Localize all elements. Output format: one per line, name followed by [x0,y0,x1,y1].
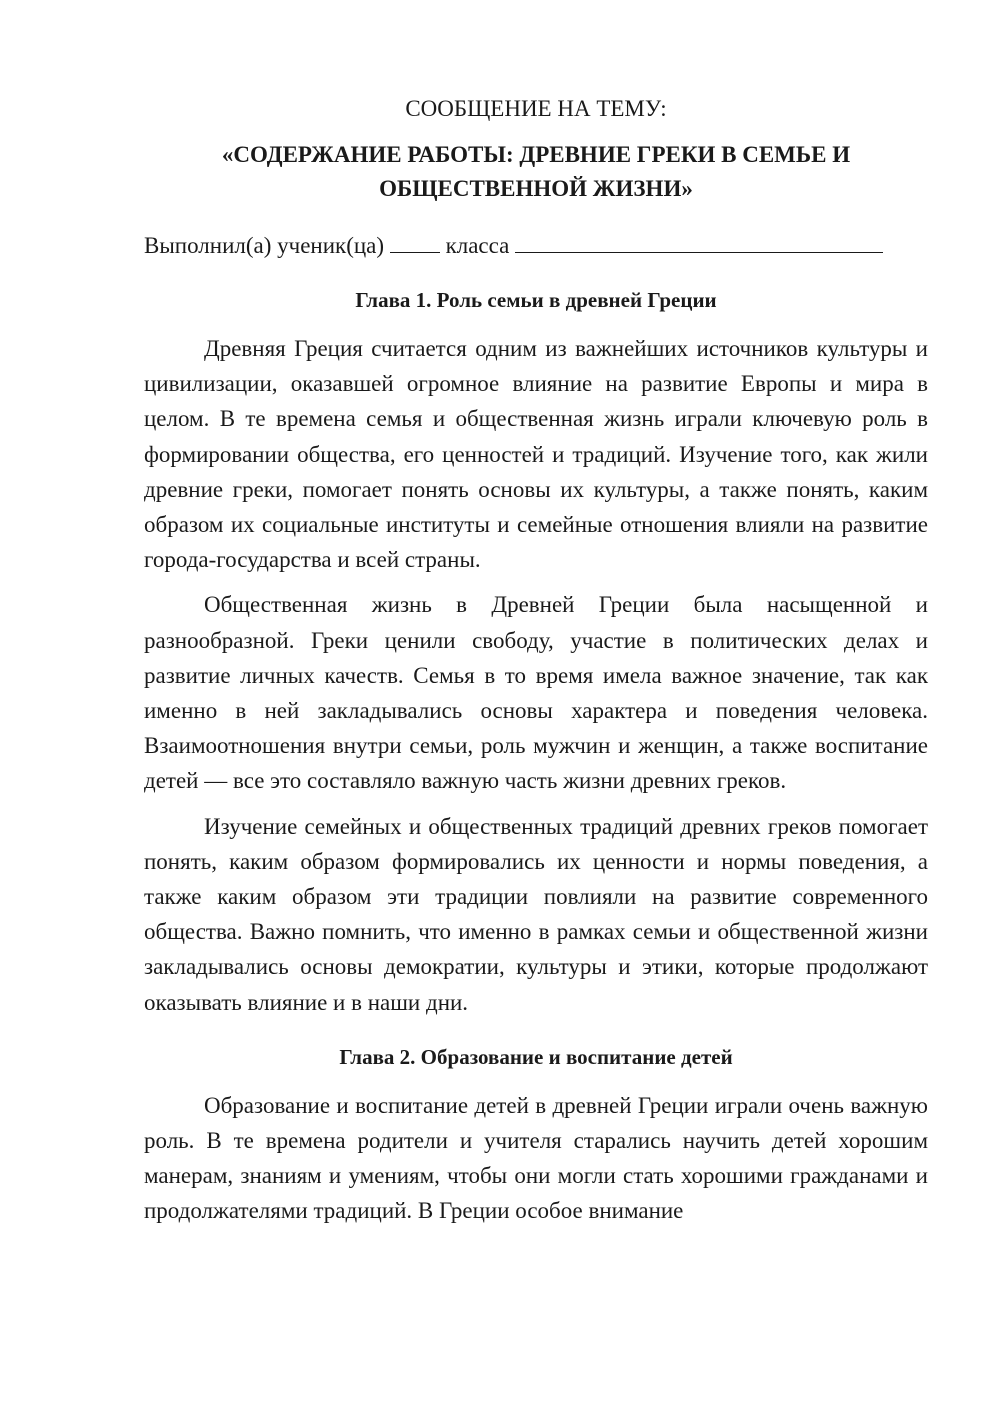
chapter-1-paragraph: Общественная жизнь в Древней Греции была насыщенной и разнообразной. Греки ценили свободу, участие в политических делах и развитие личных качеств. Семья в то время имела важное значение, так как именно в ней закладывались основы характера и поведения человека. Взаимоотношения внутри семьи, роль мужчин и женщин, а также воспитание детей — все это составляло важную часть жизни древних греков. [144,592,928,794]
title-line-2: ОБЩЕСТВЕННОЙ ЖИЗНИ» [379,176,693,201]
title-line-1: «СОДЕРЖАНИЕ РАБОТЫ: ДРЕВНИЕ ГРЕКИ В СЕМЬЕ И [221,142,851,167]
chapter-1-paragraph: Древняя Греция считается одним из важнейших источников культуры и цивилизации, оказавшей огромное влияние на развитие Европы и мира в целом. В те времена семья и общественная жизнь играли ключевую роль в формировании общества, его ценностей и традиций. Изучение того, как жили древние греки, помогает понять основы их культуры, а также понять, каким образом их социальные институты и семейные отношения влияли на развитие города-государства и всей страны. [144,336,928,573]
document-header: СООБЩЕНИЕ НА ТЕМУ: [405,96,667,121]
chapter-1-paragraph: Изучение семейных и общественных традиций древних греков помогает понять, каким образом формировались их ценности и нормы поведения, а также каким образом эти традиции повлияли на развитие современного общества. Важно помнить, что именно в рамках семьи и общественной жизни закладывались основы демократии, культуры и этики, которые продолжают оказывать влияние и в наши дни. [144,813,928,1015]
chapter-2-heading: Глава 2. Образование и воспитание детей [339,1044,733,1069]
document-page [144,92,928,1229]
chapter-2-paragraph: Образование и воспитание детей в древней Греции играли очень важную роль. В те времена родители и учителя старались научить детей хорошим манерам, знаниям и умениям, чтобы они могли стать хорошими гражданами и продолжателями традиций. В Греции особое внимание [144,1092,928,1224]
author-middle: класса [445,233,510,258]
chapter-1-heading: Глава 1. Роль семьи в древней Греции [355,288,717,312]
document-title [144,138,928,206]
name-blank [515,228,883,253]
author-line [144,228,928,263]
author-prefix: Выполнил(а) ученик(ца) [144,233,385,258]
grade-blank [390,228,440,253]
